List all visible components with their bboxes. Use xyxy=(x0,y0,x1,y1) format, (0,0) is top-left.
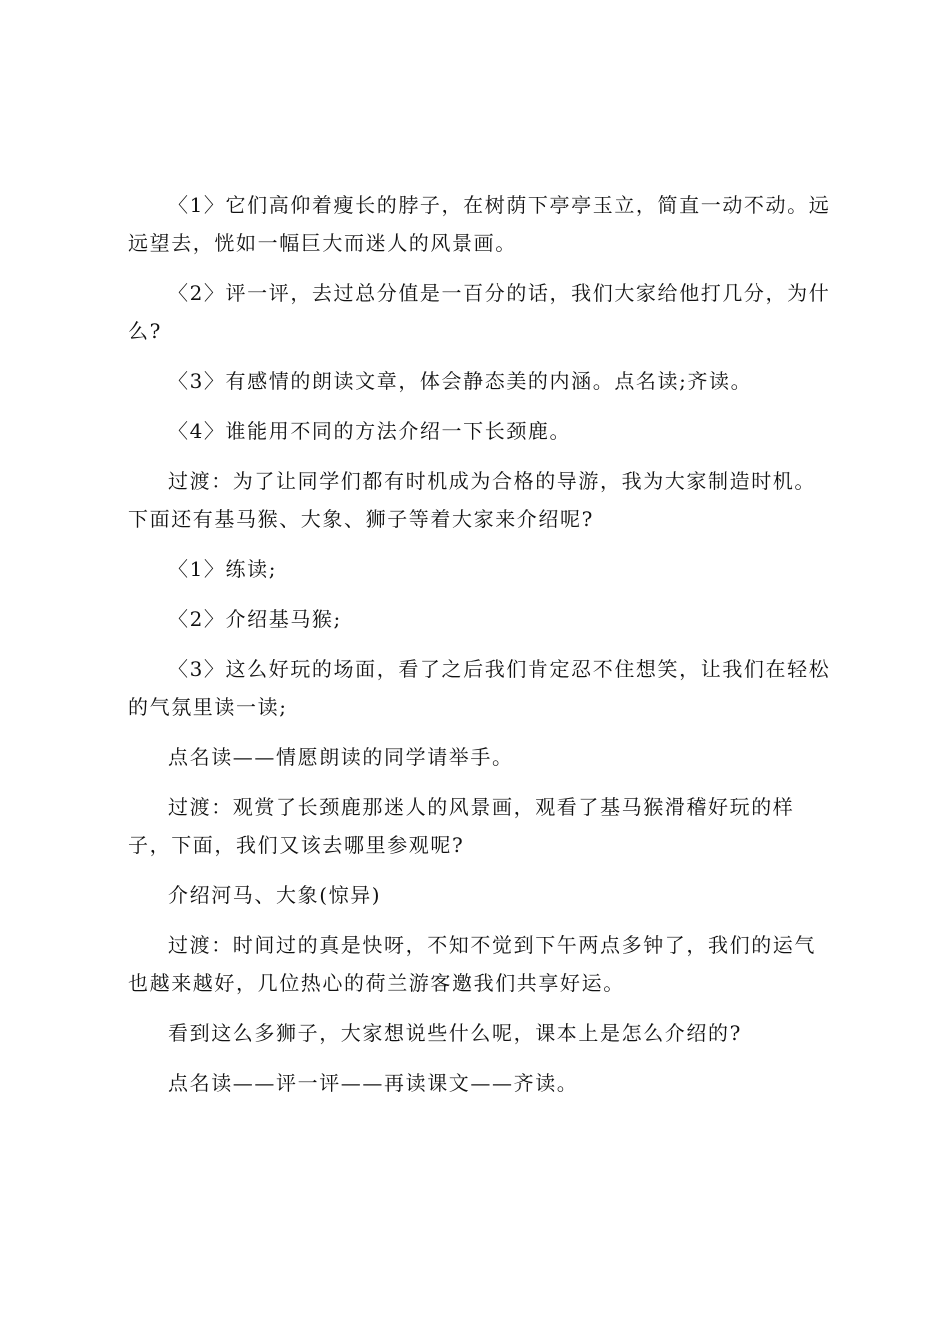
paragraph-reading-sequence: 点名读——评一评——再读课文——齐读。 xyxy=(168,1071,579,1095)
document-body xyxy=(128,186,832,1102)
paragraph-transition-visit: 过渡：观赏了长颈鹿那迷人的风景画，观看了基马猴滑稽好玩的样子，下面，我们又该去哪里参观呢? xyxy=(128,795,795,857)
paragraph-volunteer-reading: 点名读——情愿朗读的同学请举手。 xyxy=(168,745,514,769)
paragraph-giraffe-description: 〈1〉它们高仰着瘦长的脖子，在树荫下亭亭玉立，简直一动不动。远远望去，恍如一幅巨大而迷人的风景画。 xyxy=(128,193,831,255)
paragraph-transition-afternoon: 过渡：时间过的真是快呀，不知不觉到下午两点多钟了，我们的运气也越来越好，几位热心的荷兰游客邀我们共享好运。 xyxy=(128,933,816,995)
paragraph-introduce-giraffe: 〈4〉谁能用不同的方法介绍一下长颈鹿。 xyxy=(168,419,572,443)
paragraph-hippo-elephant: 介绍河马、大象(惊异) xyxy=(168,883,382,907)
paragraph-relaxed-reading: 〈3〉这么好玩的场面，看了之后我们肯定忍不住想笑，让我们在轻松的气氛里读一读; xyxy=(128,657,831,719)
paragraph-evaluate-score: 〈2〉评一评，去过总分值是一百分的话，我们大家给他打几分，为什么? xyxy=(128,281,831,343)
paragraph-lions-question: 看到这么多狮子，大家想说些什么呢，课本上是怎么介绍的? xyxy=(168,1021,742,1045)
paragraph-introduce-monkey: 〈2〉介绍基马猴; xyxy=(168,607,342,631)
paragraph-transition-guide: 过渡：为了让同学们都有时机成为合格的导游，我为大家制造时机。下面还有基马猴、大象、狮子等着大家来介绍呢? xyxy=(128,469,816,531)
paragraph-practice-reading: 〈1〉练读; xyxy=(168,557,278,581)
paragraph-emotional-reading: 〈3〉有感情的朗读文章，体会静态美的内涵。点名读;齐读。 xyxy=(168,369,753,393)
